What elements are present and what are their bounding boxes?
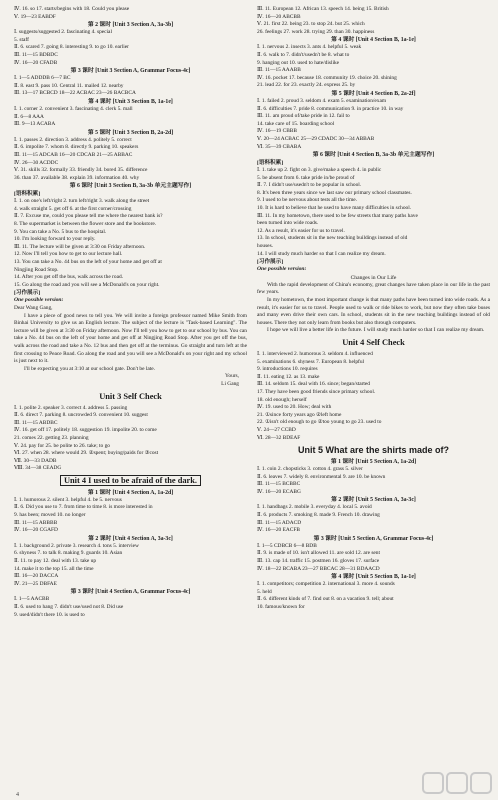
section-tag: [语料积累] [14,191,41,198]
answer-line: Ⅲ. 13—17 BCBCD 18—22 ACBAC 23—26 BACBCA [14,90,136,97]
columns [14,6,490,794]
lesson-heading: 第 4 课时 [Unit 4 Section B, 1a-1e] [331,37,416,44]
answer-line: Ⅲ. 11—15 ABBBB [14,519,58,526]
answer-line: Ⅲ. 11—15 BCBBC [257,481,301,488]
answer-line: Ⅴ. 21. first 22. being 23. to stop 24. but 25. which [257,21,365,28]
answer-line: Ⅱ. 6—8 AAA [14,113,44,120]
section-tag: [语料积累] [257,160,284,167]
answer-line: 10. I'm looking forward to your reply. [14,236,96,243]
answer-line: houses. [257,243,274,250]
answer-line: 13. You can take a No. 44 bus on the left of your home and get off at [14,259,162,266]
answer-line: Ningjing Road Stop. [14,266,59,273]
answer-line: 15. Go along the road and you will see a McDonald's on your right. [14,281,160,288]
unit-heading: Unit 5 What are the shirts made of? [297,445,450,456]
answer-line: 5. be absent from 6. take pride in/be proud of [257,174,355,181]
unit-heading-text: Unit 4 I used to be afraid of the dark. [60,475,201,486]
letter-signoff: Li Gang [221,380,239,387]
answer-line: Dear Wang Gang, [14,305,53,311]
lesson-heading: 第 5 课时 [Unit 4 Section B, 2a-2f] [331,90,416,97]
answer-line: Ⅰ. suggests/suggested 2. fascinating 4. special [14,29,112,36]
answer-line: Ⅰ. 1—5 AACBB [14,596,50,603]
answer-line: Ⅳ. 16. pocket 17. because 18. community 19. choice 20. shining [257,74,397,81]
essay-paragraph: In my hometown, the most important change is that many paths have been turned into wide roads. As a result, it's easier for us to travel. People used to walk or ride bikes to work, but now they often take buses and many even drive their own cars. In school, students sit in the new teaching buildings instead of old houses. There they not only learn from books but also through computers. [257,297,490,326]
lesson-heading: 第 6 课时 [Unit 3 Section B, 3a-3b 单元主题写作] [69,183,192,190]
self-check-heading: Unit 3 Self Check [99,391,162,401]
answer-line: Ⅳ. 26—30 ACDDC [14,159,59,166]
lesson-heading: 第 2 课时 [Unit 4 Section A, 3a-3c] [88,535,173,542]
answer-line: Ⅰ. 1—5 CDBCB 6—8 BDB [257,542,317,549]
watermark-logo [422,770,492,796]
answer-line: Ⅳ. 16—20 CGAFD [14,527,58,534]
essay-paragraph: I'll be expecting you at 3:10 at our school gate. Don't be late. [24,365,155,372]
answer-line: 26. feelings 27. work 28. trying 29. than 30. happiness [257,28,375,35]
answer-line: Ⅲ. 11. European 12. African 13. speech 14. being 15. British [257,6,389,12]
lesson-heading: 第 6 课时 [Unit 4 Section B, 3a-3b 单元主题写作] [312,152,435,159]
answer-line: 36. than 37. available 38. explain 39. information 40. why [14,174,140,181]
version-label: One possible version: [257,266,307,273]
answer-line: Ⅳ. 16—20 CFADB [14,59,58,66]
answer-line: Ⅰ. 1. corner 2. convenient 3. fascinating 4. clerk 5. mall [14,105,133,112]
answer-line: Ⅳ. 21—25 DBFAE [14,580,57,587]
answer-line: 8. It's been three years since we last saw our primary school classmates. [257,189,412,196]
answer-line: 14. I will study much harder so that I can realize my dream. [257,250,386,257]
answer-line: Ⅲ. 11—15 BDBDC [14,51,58,58]
answer-line: 5. held [257,588,272,595]
unit-heading [14,475,247,487]
answer-line: Ⅳ. 16—20 EACFB [257,527,300,534]
answer-line: 9. used/didn't there 10. is used to [14,611,85,618]
section-tag: [习作展示] [14,290,41,297]
answer-line: 10. famous/known for [257,604,305,610]
lesson-heading: 第 1 课时 [Unit 5 Section A, 1a-2d] [330,459,417,466]
answer-line: Ⅴ. 24—27 CCBD [257,426,296,433]
answer-line: Ⅵ. 28—32 BDEAF [257,434,301,441]
answer-line: Ⅶ. 30—33 DADB [14,457,57,464]
answer-line: Ⅰ. 1. competitors; competition 2. international 3. more 4. sounds [257,581,395,588]
answer-line: 9. You can take a No. 5 bus to the hospital. [14,228,107,235]
answer-line: Ⅰ. 1. on one's left/right 2. turn left/right 3. walk along the street [14,198,150,205]
answer-line: Ⅲ. 14. seldom 15. deal with 16. since; began/started [257,381,370,388]
answer-line: Ⅲ. 11—15 AAABB [257,67,301,74]
answer-line: Ⅷ. 34—38 CEADG [14,465,62,472]
answer-line: Ⅱ. 6. scared 7. going 8. interesting 9. to go 10. earlier [14,44,129,51]
answer-line: Ⅱ. 11. eating 12. as 13. make [257,373,320,380]
answer-line: Ⅲ. 11—15 ABDBC [14,419,58,426]
answer-line: Ⅰ. 1. coin 2. chopsticks 3. cotton 4. grass 5. silver [257,466,363,473]
answer-line: Ⅳ. 18—22 BCABA 23—27 BBCAC 28—31 BDAACD [257,565,380,572]
answer-line: 5. examinations 6. shyness 7. European 8. helpful [257,358,365,365]
answer-line: 10. It is hard to believe that he used to have many difficulties in school. [257,205,412,212]
answer-line: Ⅰ. 1. humorous 2. silent 3. helpful 4. be 5. nervous [14,496,122,503]
lesson-heading: 第 5 课时 [Unit 3 Section B, 2a-2d] [87,129,174,136]
essay-paragraph: I hope we will live a better life in the future. I will study much harder so that I can realize my dream. [267,327,485,334]
answer-line: Ⅳ. 16—20 ABCBB [257,13,301,20]
essay-paragraph: With the rapid development of China's economy, great changes have taken place in our life in the past few years. [257,281,490,296]
answer-line: 8. The supermarket is between the flower store and the bookstore. [14,221,157,228]
answer-line: 12. As a result, it's easier for us to travel. [257,227,345,234]
answer-line: 5. staff [14,36,29,43]
answer-line: 9. I used to be nervous about tests all the time. [257,197,358,204]
answer-line: 18. old enough; herself [257,396,307,403]
answer-line: Ⅱ. 6. products 7. smoking 8. made 9. French 10. drawing [257,512,380,519]
answer-line: Ⅲ. 11. The lecture will be given at 3:30 on Friday afternoon. [14,243,146,250]
answer-line: 6. shyness 7. to talk 8. making 9. guards 10. Asian [14,550,123,557]
answer-line: Ⅰ. 1. handbags 2. mobile 3. everyday 4. local 5. avoid [257,504,372,511]
answer-line: Ⅵ. 35—39 CBABA [257,143,302,150]
right-column [257,6,490,794]
lesson-heading: 第 2 课时 [Unit 5 Section A, 3a-3c] [331,497,416,504]
answer-line: Ⅳ. 16—20 ECABG [257,488,301,495]
lesson-heading: 第 1 课时 [Unit 4 Section A, 1a-2d] [87,489,174,496]
lesson-heading: 第 2 课时 [Unit 3 Section A, 3a-3b] [87,22,174,29]
section-tag: [习作展示] [257,259,284,266]
letter-signoff: Yours, [225,373,239,380]
answer-line: Ⅱ. 6. different kinds of 7. find out 8. on a vacation 9. tell; about [257,596,394,603]
answer-line: Ⅲ. 11—15 ADACD [257,519,302,526]
essay-paragraph: I have a piece of good news to tell you. We will invite a foreign professor named Mike Smith from Binhai University to give us an English lecture. The subject of the lecture is "Task-based Learning". The lecture will be given at 3:30 on Friday afternoon. Now I'll tell you how to get to our school by bus. You can take a No. 44 bus on the left of your home and get off at Ningjing Road Stop. After you get off the bus, walk across the road and take a No. 12 bus and then get off at the terminus. Go straight and turn left at the first crossing to Peace Road. Go along the road and you will see a McDonald's on your right and my school is just next to it. [14,312,247,365]
answer-line: Ⅰ. 1. nervous 2. insects 3. ants 4. helpful 5. weak [257,44,362,51]
answer-line: Ⅱ. 6. walk to 7. didn't/usedn't be 8. what to [257,51,350,58]
answer-line: Ⅲ. 16—20 DACCA [14,573,59,580]
answer-line: Ⅳ. 16. so 17. starts/begins with 18. Could you please [14,6,130,12]
answer-line: Ⅱ. 9. is made of 10. isn't allowed 11. are sold 12. are sent [257,550,381,557]
lesson-heading: 第 3 课时 [Unit 3 Section A, Grammar Focus-4c] [70,68,191,75]
answer-line: Ⅲ. 11. In my hometown, there used to be few streets that many paths have [257,212,418,219]
answer-line: 17. They have been good friends since primary school. [257,388,376,395]
answer-line: 21. ①since forty years ago ②left home [257,411,342,418]
answer-line: 21. lead 22. for 23. exactly 24. express 25. by [257,82,356,89]
answer-line: 9. has been; moved 10. no longer [14,512,86,519]
answer-line: Ⅱ. 6. leaves 7. widely 8. environmental 9. are 10. be known [257,473,386,480]
answer-line: 9. introductions 10. requires [257,366,318,373]
essay-title: Changes in Our Life [350,274,397,281]
answer-line: Ⅱ. 6. difficulties 7. pride 8. communication 9. in practice 10. in way [257,105,404,112]
answer-line: Ⅴ. 20—24 ACBAC 25—29 CDADC 30—34 ABBAB [257,135,375,142]
answer-line: Ⅱ. 6. direct 7. parking 8. uncrowded 9. convenient 10. suggest [14,412,148,419]
answer-line: Ⅱ. 6. impolite 7. whom 8. directly 9. parking 10. speakers [14,144,139,151]
answer-line: 12. Now I'll tell you how to get to our lecture hall. [14,251,123,258]
answer-line: Ⅲ. 11—15 ADCAB 16—20 CDCAB 21—25 ABBAC [14,151,133,158]
version-label: One possible version: [14,297,64,304]
answer-line: Ⅰ. 1. failed 2. proud 3. seldom 4. exam 5. examination/exam [257,97,387,104]
answer-line: Ⅳ. 16—19 CBBB [257,128,297,135]
answer-line: Ⅰ. 1—5 ADDDB 6—7 BC [14,75,71,82]
answer-line: Ⅱ. 7. I didn't use/usedn't to be popular in school. [257,182,362,189]
lesson-heading: 第 3 课时 [Unit 5 Section A, Grammar Focus-4c] [313,535,434,542]
lesson-heading: 第 3 课时 [Unit 4 Section A, Grammar Focus-4c] [70,589,191,596]
answer-line: Ⅴ. 31. skills 32. formally 33. friendly 34. bored 35. difference [14,167,148,174]
page-number: 4 [16,792,19,798]
answer-line: Ⅵ. 27. when 28. where would 29. ②spent; buying/paids for ③cost [14,450,159,457]
answer-line: Ⅲ. 9—13 ACABA [14,121,56,128]
answer-line: Ⅳ. 19. used to 20. How; deal with [257,404,332,411]
answer-line: 4. walk straight 5. get off 6. at the first corner/crossing [14,205,132,212]
answer-line: 21. comes 22. getting 23. planning [14,434,89,441]
answer-line: Ⅰ. 1. passes 2. direction 3. address 4. politely 5. correct [14,136,132,143]
answer-line: Ⅱ. 6. Did you use to 7. from time to time 8. is more interested in [14,504,153,511]
answer-line: Ⅲ. 13. cap 14. traffic 15. postmen 16. gloves 17. surface [257,558,380,565]
answer-line: Ⅰ. 1. take up 2. fight on 3. give/make a speech 4. in public [257,167,382,174]
lesson-heading: 第 4 课时 [Unit 5 Section B, 1a-1e] [331,574,416,581]
answer-line: Ⅱ. 7. Excuse me, could you please tell me where the nearest bank is? [14,213,163,220]
answer-line: Ⅱ. 8. east 9. pass 10. Central 11. mailed 12. nearby [14,82,124,89]
left-column [14,6,247,794]
answer-line: Ⅰ. 1. background 2. private 3. research 4. tons 5. interview [14,542,139,549]
answer-line: Ⅰ. 1. interviewed 2. humorous 3. seldom 4. influenced [257,350,373,357]
answer-line: Ⅰ. 1. polite 2. speaker 3. correct 4. address 5. passing [14,404,128,411]
answer-line: been turned into wide roads. [257,220,319,227]
answer-line: 9. hanging out 10. used to hate/dislike [257,59,340,66]
answer-line: 22. ①isn't old enough to go ②too young to go 23. used to [257,419,382,426]
answer-line: Ⅱ. 11. to pay 12. deal with 13. take up [14,558,97,565]
answer-line: Ⅱ. 6. used to hang 7. didn't use/used not 8. Did use [14,604,124,610]
answer-line: 13. In school, students sit in the new teaching buildings instead of old [257,235,408,242]
answer-line: 14. make it to the top 15. all the time [14,565,94,572]
self-check-heading: Unit 4 Self Check [342,337,405,347]
answer-line: Ⅳ. 16. get off 17. politely 18. suggestion 19. impolite 20. to come [14,427,157,434]
lesson-heading: 第 4 课时 [Unit 3 Section B, 1a-1e] [88,98,173,105]
answer-line: Ⅴ. 24. pay for 25. be polite to 26. take; to go [14,442,110,449]
answer-line: Ⅴ. 19—23 EABDF [14,13,56,20]
answer-line: 14. After you get off the bus, walk across the road. [14,274,124,281]
answer-line: 14. take care of 15. boarding school [257,120,335,127]
answer-line: Ⅲ. 11. am proud of/take pride in 12. fail to [257,113,350,120]
